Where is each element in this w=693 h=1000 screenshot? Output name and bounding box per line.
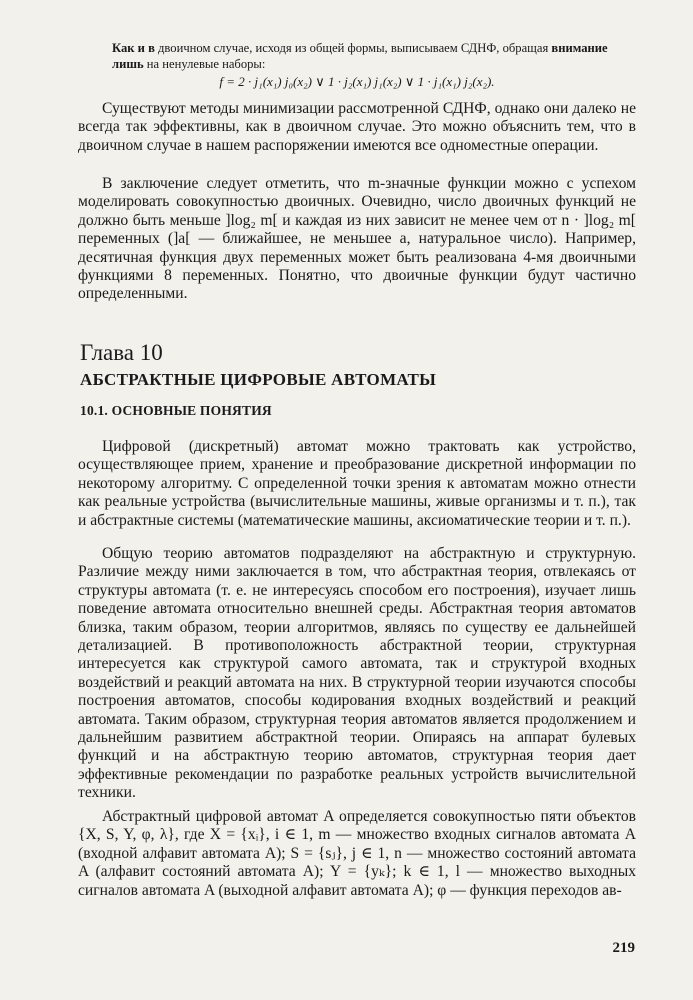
paragraph-digital-automaton: Цифровой (дискретный) автомат можно трактовать как устройство, осуществляющее прием, хранение и преобразование дискретной информации по некоторому алгоритму. С определенной точки зрения к автоматам можно отнести как реальные устройства (вычислительные машины, живые организмы и т. п.), так и абстрактные системы (математические машины, аксиоматические теории и т. п.). [78,438,636,529]
intro-emphasis: внимание лишь [112,41,608,71]
intro-body: двоичном случае, исходя из общей формы, выписываем СДНФ, обращая [154,41,552,55]
intro-text [112,40,636,72]
page-number: 219 [612,940,635,956]
chapter-label: Глава 10 [80,340,163,365]
intro-lead: Как и в [112,41,155,55]
section-title: 10.1. ОСНОВНЫЕ ПОНЯТИЯ [80,403,272,418]
paragraph-automata-theory: Общую теорию автоматов подразделяют на абстрактную и структурную. Различие между ними заключается в том, что абстрактная теория, отвлекаясь от структуры автомата (т. е. не интересуясь способом его построения), изучает лишь поведение автомата относительно внешней среды. Абстрактная теория автоматов близка, таким образом, теории алгоритмов, являясь по существу ее дальнейшей детализацией. В противоположность абстрактной теории, структурная интересуется как структурой самого автомата, так и структурой входных воздействий и реакций автомата на них. В структурной теории изучаются способы построения автоматов, способы кодирования входных воздействий и реакций автомата. Таким образом, структурная теория автоматов является продолжением и дальнейшим развитием абстрактной теории. Опираясь на аппарат булевых функций и на абстрактную теорию автоматов, структурная теория дает эффективные рекомендации по разработке реальных устройств вычислительной техники. [78,545,636,802]
paragraph-abstract-automaton: Абстрактный цифровой автомат A определяется совокупностью пяти объектов {X, S, Y, φ, λ}, где X = {xᵢ}, i ∈ 1, m — множество входных сигналов автомата A (входной алфавит автомата A); S = {sⱼ}, j ∈ 1, n — множество состояний автомата A (алфавит состояний автомата A); Y = {yₖ}; k ∈ 1, l — множество выходных сигналов автомата A (выходной алфавит автомата A); φ — функция переходов ав- [78,808,636,899]
chapter-title: АБСТРАКТНЫЕ ЦИФРОВЫЕ АВТОМАТЫ [80,370,437,389]
paragraph-minimization: Существуют методы минимизации рассмотренной СДНФ, однако они далеко не всегда так эффективны, как в двоичном случае. Это можно объяснить тем, что в двоичном случае в нашем распоряжении имеются все одноместные операции. [78,100,636,154]
paragraph-conclusion: В заключение следует отметить, что m-значные функции можно с успехом моделировать совокупностью двоичных. Очевидно, число двоичных функций не должно быть меньше ]log₂ m[ и каждая из них зависит не менее чем от n · ]log₂ m[ переменных (]a[ — ближайшее, не меньшее a, натуральное число). Например, десятичная функция двух переменных может быть реализована 4-мя двоичными функциями 8 переменных. Понятно, что двоичные функции будут частично определенными. [78,175,636,303]
sdnf-formula: f = 2 · j₁(x₁) j₀(x₂) ∨ 1 · j₂(x₁) j₁(x₂) ∨ 1 · j₁(x₁) j₂(x₂). [219,74,495,89]
intro-tail: на ненулевые наборы: [143,57,266,71]
